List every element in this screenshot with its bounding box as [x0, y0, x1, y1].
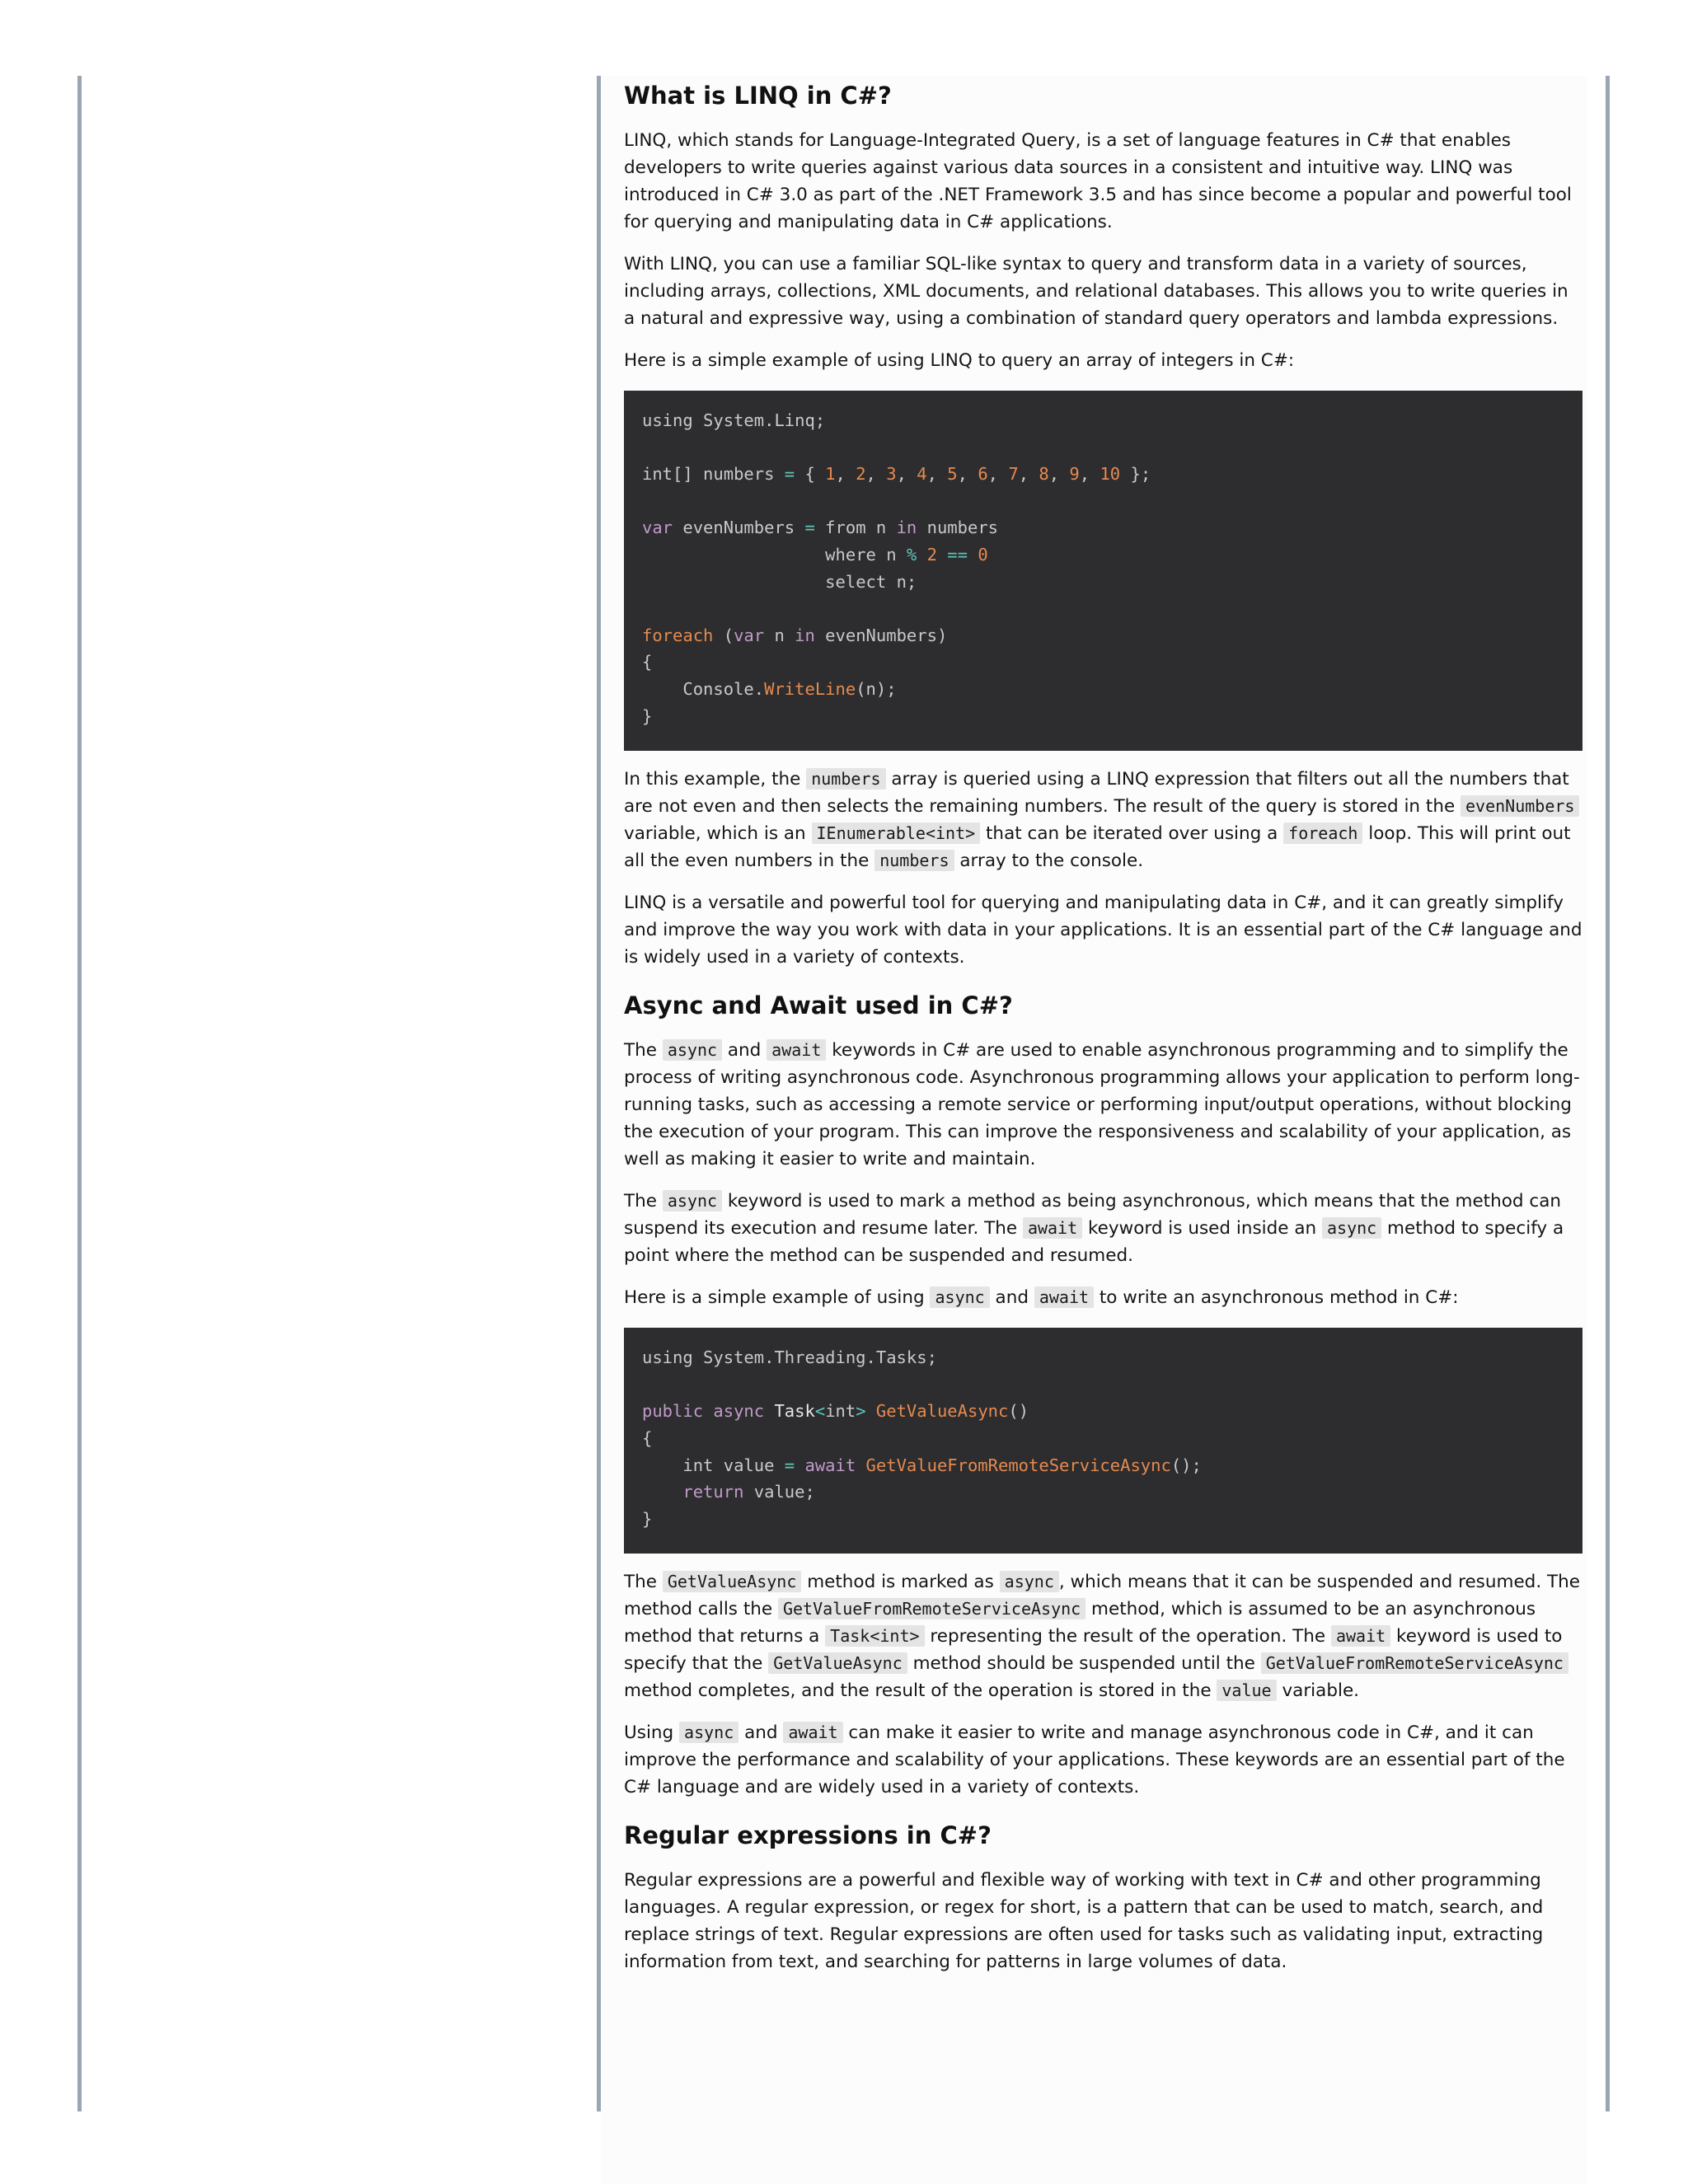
linq-heading: What is LINQ in C#? [624, 82, 892, 110]
inline-code: async [663, 1039, 722, 1061]
linq-code-block[interactable]: using System.Linq; int[] numbers = { 1, 2, 3, 4, 5, 6, 7, 8, 9, 10 }; var evenNumbers = from n in numbers where n % 2 == 0 select n; foreach (var n in evenNumbers) { Console.WriteLine(n); } [624, 391, 1582, 751]
inline-code: value [1217, 1680, 1276, 1701]
inline-code: await [1331, 1625, 1390, 1647]
inline-code: evenNumbers [1461, 795, 1579, 817]
inline-code: await [783, 1722, 842, 1743]
inline-code: GetValueAsync [768, 1652, 907, 1674]
left-vertical-rule [77, 76, 82, 2111]
linq-summary-paragraph: LINQ is a versatile and powerful tool for querying and manipulating data in C#, and it can greatly simplify and improve the way you work with data in your applications. It is an essential part of the C# language and is widely used in a variety of contexts. [624, 893, 1582, 968]
inline-code: numbers [874, 850, 954, 871]
inline-code: IEnumerable<int> [812, 823, 981, 844]
inline-code: async [930, 1286, 989, 1308]
linq-example-intro: Here is a simple example of using LINQ to query an array of integers in C#: [624, 350, 1295, 371]
inline-code: async [1000, 1571, 1059, 1592]
async-example-intro: Here is a simple example of using async and await to write an asynchronous method in C#: [624, 1287, 1459, 1309]
inline-code: await [767, 1039, 826, 1061]
async-keyword-paragraph: The async keyword is used to mark a method as being asynchronous, which means that the method can suspend its execution and resume later. The await keyword is used inside an async method to specify a point where the method can be suspended and resumed. [624, 1191, 1564, 1267]
inline-code: GetValueFromRemoteServiceAsync [1261, 1652, 1568, 1674]
regex-intro-paragraph: Regular expressions are a powerful and flexible way of working with text in C# and other programming languages. A regular expression, or regex for short, is a pattern that can be used to match, search, and replace strings of text. Regular expressions are often used for tasks such as validating input, extracting information from text, and searching for patterns in large volumes of data. [624, 1870, 1544, 1973]
inline-code: GetValueFromRemoteServiceAsync [778, 1598, 1085, 1619]
inline-code: foreach [1283, 823, 1362, 844]
inline-code: async [663, 1190, 722, 1212]
linq-intro-paragraph: LINQ, which stands for Language-Integrated Query, is a set of language features in C# that enables developers to write queries against various data sources in a consistent and intuitive way. LINQ was introduced in C# 3.0 as part of the .NET Framework 3.5 and has since become a popular and powerful tool for querying and manipulating data in C# applications. [624, 130, 1572, 232]
linq-syntax-paragraph: With LINQ, you can use a familiar SQL-like syntax to query and transform data in a variety of sources, including arrays, collections, XML documents, and relational databases. This allows you to write queries in a natural and expressive way, using a combination of standard query operators and lambda expressions. [624, 254, 1568, 329]
async-heading: Async and Await used in C#? [624, 991, 1013, 1020]
inline-code: await [1034, 1286, 1094, 1308]
inline-code: Task<int> [825, 1625, 924, 1647]
linq-explanation-paragraph: In this example, the numbers array is queried using a LINQ expression that filters out all the numbers that are not even and then selects the remaining numbers. The result of the query is stored in the evenNumbers variable, which is an IEnumerable<int> that can be iterated over using a foreach loop. This will print out all the even numbers in the numbers array to the console. [624, 766, 1582, 874]
regex-heading: Regular expressions in C#? [624, 1821, 992, 1850]
inline-code: async [1322, 1217, 1381, 1239]
async-summary-paragraph: Using async and await can make it easier to write and manage asynchronous code in C#, and it can improve the performance and scalability of your applications. These keywords are an essential part of the C# language and are widely used in a variety of contexts. [624, 1722, 1565, 1798]
async-explanation-paragraph: The GetValueAsync method is marked as async , which means that it can be suspended and resumed. The method calls the GetValueFromRemoteServiceAsync method, which is assumed to be an asynchronous method that returns a Task<int> representing the result of the operation. The await keyword is used to specify that the GetValueAsync method should be suspended until the GetValueFromRemoteServiceAsync method completes, and the result of the operation is stored in the value variable. [624, 1572, 1580, 1702]
inline-code: GetValueAsync [663, 1571, 802, 1592]
article-content [624, 76, 1582, 1975]
inline-code: async [679, 1722, 738, 1743]
content-right-rule [1606, 76, 1610, 2111]
inline-code: await [1023, 1217, 1082, 1239]
async-code-block[interactable]: using System.Threading.Tasks; public async Task<int> GetValueAsync() { int value = await GetValueFromRemoteServiceAsync(); return value; } [624, 1328, 1582, 1554]
inline-code: numbers [806, 768, 885, 790]
async-intro-paragraph: The async and await keywords in C# are used to enable asynchronous programming and to simplify the process of writing asynchronous code. Asynchronous programming allows your application to perform long-running tasks, such as accessing a remote service or performing input/output operations, without blocking the execution of your program. This can improve the responsiveness and scalability of your application, as well as making it easier to write and maintain. [624, 1040, 1580, 1170]
content-left-rule [597, 76, 601, 2111]
